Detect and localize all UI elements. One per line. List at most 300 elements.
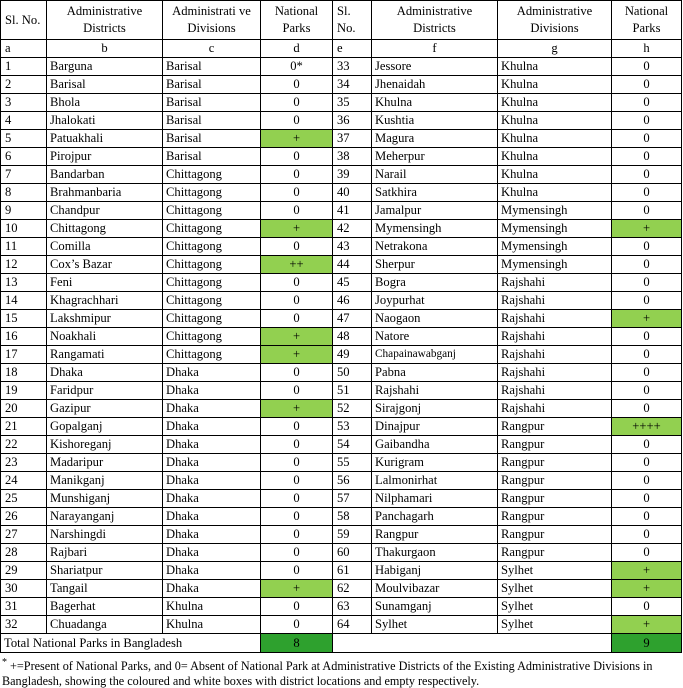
table-row [1,238,682,256]
column-letter-h: h [612,40,682,58]
division-name: Chittagong [163,346,261,364]
total-row [1,634,682,653]
national-parks-value: 0 [261,544,333,562]
district-name: Tangail [47,580,163,598]
division-name: Dhaka [163,562,261,580]
table-row [1,310,682,328]
sl-no: 28 [1,544,47,562]
table-row [1,166,682,184]
division-name: Khulna [163,598,261,616]
header-national-parks-right: National Parks [612,1,682,40]
header-administrative-districts-right: Administrative Districts [372,1,498,40]
national-parks-value: + [261,346,333,364]
district-name-right: Bogra [372,274,498,292]
column-letter-row [1,40,682,58]
header-row [1,1,682,40]
division-name-right: Khulna [498,112,612,130]
header-national-parks: National Parks [261,1,333,40]
district-name: Chuadanga [47,616,163,634]
sl-no: 2 [1,76,47,94]
division-name-right: Sylhet [498,580,612,598]
table-row [1,454,682,472]
division-name: Khulna [163,616,261,634]
table-row [1,400,682,418]
national-parks-value-right: 0 [612,94,682,112]
sl-no: 6 [1,148,47,166]
table-row [1,274,682,292]
division-name-right: Rajshahi [498,292,612,310]
division-name: Chittagong [163,238,261,256]
division-name: Chittagong [163,202,261,220]
national-parks-value-right: 0 [612,508,682,526]
sl-no: 5 [1,130,47,148]
national-parks-value-right: + [612,616,682,634]
division-name-right: Rajshahi [498,328,612,346]
division-name: Chittagong [163,328,261,346]
sl-no: 13 [1,274,47,292]
sl-no: 15 [1,310,47,328]
district-name-right: Chapainawabganj [372,346,498,364]
sl-no: 19 [1,382,47,400]
division-name: Dhaka [163,490,261,508]
division-name-right: Khulna [498,76,612,94]
footnote-text: +=Present of National Parks, and 0= Absent of National Park at Administrative Districts of the Existing Administrative Divisions in Bangladesh, showing the coloured and white boxes with district locations and empty respectively. [2,659,653,688]
national-parks-value: 0 [261,310,333,328]
division-name: Dhaka [163,544,261,562]
national-parks-value: 0 [261,292,333,310]
division-name-right: Mymensingh [498,202,612,220]
division-name-right: Khulna [498,94,612,112]
district-name-right: Habiganj [372,562,498,580]
table-row [1,562,682,580]
division-name: Dhaka [163,418,261,436]
sl-no: 21 [1,418,47,436]
sl-no: 10 [1,220,47,238]
district-name: Rajbari [47,544,163,562]
district-name-right: Netrakona [372,238,498,256]
division-name-right: Rangpur [498,418,612,436]
district-name: Manikganj [47,472,163,490]
district-name: Rangamati [47,346,163,364]
footnote [0,654,681,688]
total-right-value: 9 [612,634,682,653]
district-name: Faridpur [47,382,163,400]
national-parks-value-right: 0 [612,328,682,346]
table-row [1,292,682,310]
national-parks-value: 0 [261,562,333,580]
district-name: Pirojpur [47,148,163,166]
table-row [1,220,682,238]
national-parks-value-right: 0 [612,400,682,418]
division-name: Dhaka [163,382,261,400]
district-name: Comilla [47,238,163,256]
sl-no: 24 [1,472,47,490]
table-row [1,94,682,112]
table-row [1,76,682,94]
division-name-right: Rajshahi [498,364,612,382]
district-name-right: Sherpur [372,256,498,274]
district-name: Cox’s Bazar [47,256,163,274]
district-name: Noakhali [47,328,163,346]
table-row [1,472,682,490]
sl-no-right: 53 [333,418,372,436]
district-name: Barguna [47,58,163,76]
sl-no-right: 49 [333,346,372,364]
district-name-right: Pabna [372,364,498,382]
district-name: Narayanganj [47,508,163,526]
division-name: Barisal [163,130,261,148]
sl-no: 7 [1,166,47,184]
district-name-right: Meherpur [372,148,498,166]
division-name-right: Sylhet [498,562,612,580]
sl-no-right: 34 [333,76,372,94]
national-parks-value-right: ++++ [612,418,682,436]
national-parks-value: 0 [261,94,333,112]
sl-no-right: 33 [333,58,372,76]
national-parks-value-right: 0 [612,148,682,166]
division-name: Dhaka [163,436,261,454]
header-administrative-divisions-right: Administrative Divisions [498,1,612,40]
table-row [1,346,682,364]
column-letter-e: e [333,40,372,58]
district-name-right: Sylhet [372,616,498,634]
division-name: Barisal [163,148,261,166]
national-parks-value: 0 [261,112,333,130]
national-parks-value: 0 [261,472,333,490]
district-name: Dhaka [47,364,163,382]
national-parks-value-right: 0 [612,166,682,184]
national-parks-value: 0 [261,418,333,436]
national-parks-value-right: + [612,220,682,238]
district-name: Feni [47,274,163,292]
table-row [1,184,682,202]
sl-no-right: 41 [333,202,372,220]
division-name-right: Khulna [498,184,612,202]
national-parks-value: 0 [261,598,333,616]
division-name: Chittagong [163,166,261,184]
division-name-right: Mymensingh [498,220,612,238]
sl-no: 30 [1,580,47,598]
district-name-right: Jhenaidah [372,76,498,94]
table-row [1,544,682,562]
sl-no: 4 [1,112,47,130]
division-name-right: Rangpur [498,526,612,544]
division-name: Dhaka [163,364,261,382]
table-row [1,202,682,220]
table-row [1,328,682,346]
sl-no-right: 58 [333,508,372,526]
sl-no: 25 [1,490,47,508]
table-row [1,436,682,454]
district-name: Bandarban [47,166,163,184]
header-administrative-divisions: Administrati ve Divisions [163,1,261,40]
table-row [1,580,682,598]
district-name: Lakshmipur [47,310,163,328]
column-letter-g: g [498,40,612,58]
district-name: Chandpur [47,202,163,220]
district-name-right: Magura [372,130,498,148]
sl-no: 14 [1,292,47,310]
table-row [1,382,682,400]
column-letter-a: a [1,40,47,58]
sl-no-right: 44 [333,256,372,274]
division-name-right: Mymensingh [498,238,612,256]
table-row [1,526,682,544]
division-name-right: Rajshahi [498,346,612,364]
national-parks-value-right: + [612,310,682,328]
division-name-right: Rangpur [498,472,612,490]
national-parks-value: 0 [261,184,333,202]
sl-no: 12 [1,256,47,274]
national-parks-value-right: + [612,562,682,580]
district-name: Narshingdi [47,526,163,544]
table-row [1,256,682,274]
division-name-right: Sylhet [498,598,612,616]
national-parks-value: 0 [261,148,333,166]
national-parks-value-right: 0 [612,364,682,382]
sl-no-right: 51 [333,382,372,400]
national-parks-value-right: 0 [612,202,682,220]
total-left-value: 8 [261,634,333,653]
national-parks-value: + [261,328,333,346]
sl-no-right: 45 [333,274,372,292]
sl-no-right: 36 [333,112,372,130]
district-name-right: Gaibandha [372,436,498,454]
sl-no: 16 [1,328,47,346]
sl-no-right: 59 [333,526,372,544]
division-name: Dhaka [163,400,261,418]
division-name-right: Khulna [498,148,612,166]
sl-no-right: 43 [333,238,372,256]
district-name-right: Thakurgaon [372,544,498,562]
division-name-right: Sylhet [498,616,612,634]
district-name: Chittagong [47,220,163,238]
division-name-right: Rangpur [498,436,612,454]
national-parks-value-right: 0 [612,76,682,94]
national-parks-value: 0 [261,490,333,508]
district-name-right: Lalmonirhat [372,472,498,490]
national-parks-value-right: 0 [612,382,682,400]
division-name: Chittagong [163,256,261,274]
sl-no-right: 48 [333,328,372,346]
sl-no-right: 54 [333,436,372,454]
sl-no: 1 [1,58,47,76]
sl-no: 17 [1,346,47,364]
district-name: Jhalokati [47,112,163,130]
division-name: Dhaka [163,526,261,544]
district-name-right: Sunamganj [372,598,498,616]
division-name-right: Mymensingh [498,256,612,274]
district-name-right: Nilphamari [372,490,498,508]
district-name-right: Kurigram [372,454,498,472]
sl-no-right: 60 [333,544,372,562]
district-name-right: Panchagarh [372,508,498,526]
district-name: Bhola [47,94,163,112]
national-parks-value-right: 0 [612,256,682,274]
sl-no: 3 [1,94,47,112]
table-row [1,418,682,436]
national-parks-value: 0 [261,526,333,544]
sl-no-right: 55 [333,454,372,472]
district-name: Shariatpur [47,562,163,580]
sl-no-right: 47 [333,310,372,328]
sl-no-right: 37 [333,130,372,148]
division-name-right: Khulna [498,58,612,76]
national-parks-value-right: 0 [612,598,682,616]
district-name-right: Kushtia [372,112,498,130]
district-name: Munshiganj [47,490,163,508]
table-row [1,148,682,166]
division-name-right: Rangpur [498,508,612,526]
district-name-right: Joypurhat [372,292,498,310]
header-sl-no: Sl. No. [1,1,47,40]
sl-no-right: 57 [333,490,372,508]
district-name-right: Sirajgonj [372,400,498,418]
district-name-right: Jessore [372,58,498,76]
sl-no-right: 62 [333,580,372,598]
national-parks-value-right: 0 [612,472,682,490]
division-name: Dhaka [163,580,261,598]
national-parks-value-right: 0 [612,238,682,256]
sl-no-right: 42 [333,220,372,238]
table-row [1,58,682,76]
division-name-right: Rajshahi [498,274,612,292]
national-parks-value: 0 [261,508,333,526]
district-name-right: Naogaon [372,310,498,328]
district-name-right: Moulvibazar [372,580,498,598]
division-name: Barisal [163,76,261,94]
division-name: Chittagong [163,274,261,292]
national-parks-value: 0 [261,616,333,634]
sl-no-right: 52 [333,400,372,418]
national-parks-value-right: 0 [612,454,682,472]
district-name: Gazipur [47,400,163,418]
sl-no: 27 [1,526,47,544]
sl-no: 23 [1,454,47,472]
district-name-right: Rajshahi [372,382,498,400]
national-parks-value-right: 0 [612,58,682,76]
division-name: Dhaka [163,508,261,526]
sl-no-right: 39 [333,166,372,184]
division-name-right: Rangpur [498,490,612,508]
table-row [1,490,682,508]
district-name-right: Satkhira [372,184,498,202]
total-blank-cell [333,634,612,653]
national-parks-value-right: + [612,580,682,598]
district-name-right: Khulna [372,94,498,112]
sl-no: 26 [1,508,47,526]
national-parks-value: 0 [261,238,333,256]
footnote-marker: * [2,657,7,668]
sl-no: 32 [1,616,47,634]
sl-no: 20 [1,400,47,418]
district-name: Patuakhali [47,130,163,148]
national-parks-value: 0 [261,436,333,454]
division-name: Dhaka [163,454,261,472]
national-parks-value: + [261,130,333,148]
sl-no: 18 [1,364,47,382]
district-name-right: Narail [372,166,498,184]
sl-no-right: 46 [333,292,372,310]
national-parks-value: 0 [261,382,333,400]
division-name-right: Rajshahi [498,310,612,328]
national-parks-value: + [261,400,333,418]
header-administrative-districts: Administrative Districts [47,1,163,40]
national-parks-value-right: 0 [612,274,682,292]
national-parks-value: ++ [261,256,333,274]
table-row [1,130,682,148]
district-name: Kishoreganj [47,436,163,454]
district-name: Brahmanbaria [47,184,163,202]
division-name-right: Khulna [498,130,612,148]
division-name-right: Rangpur [498,544,612,562]
column-letter-d: d [261,40,333,58]
national-parks-value: 0 [261,364,333,382]
division-name: Chittagong [163,310,261,328]
national-parks-value-right: 0 [612,112,682,130]
division-name: Barisal [163,58,261,76]
table-row [1,508,682,526]
national-parks-value: 0 [261,76,333,94]
sl-no-right: 61 [333,562,372,580]
national-parks-value: + [261,580,333,598]
division-name-right: Rajshahi [498,382,612,400]
sl-no: 11 [1,238,47,256]
table-row [1,616,682,634]
division-name-right: Rajshahi [498,400,612,418]
district-name: Madaripur [47,454,163,472]
district-name-right: Natore [372,328,498,346]
division-name-right: Khulna [498,166,612,184]
national-parks-value-right: 0 [612,130,682,148]
division-name: Chittagong [163,292,261,310]
division-name: Dhaka [163,472,261,490]
sl-no-right: 56 [333,472,372,490]
district-name-right: Jamalpur [372,202,498,220]
national-parks-value-right: 0 [612,184,682,202]
division-name: Chittagong [163,184,261,202]
national-parks-value: 0 [261,166,333,184]
national-parks-value-right: 0 [612,490,682,508]
district-name: Gopalganj [47,418,163,436]
district-name: Barisal [47,76,163,94]
sl-no-right: 40 [333,184,372,202]
column-letter-b: b [47,40,163,58]
sl-no: 9 [1,202,47,220]
district-name: Bagerhat [47,598,163,616]
national-parks-value-right: 0 [612,346,682,364]
district-name-right: Dinajpur [372,418,498,436]
sl-no-right: 38 [333,148,372,166]
district-name: Khagrachhari [47,292,163,310]
sl-no-right: 35 [333,94,372,112]
table-row [1,364,682,382]
column-letter-f: f [372,40,498,58]
sl-no: 29 [1,562,47,580]
national-parks-value-right: 0 [612,436,682,454]
table-row [1,598,682,616]
district-name-right: Rangpur [372,526,498,544]
national-parks-value-right: 0 [612,292,682,310]
sl-no-right: 63 [333,598,372,616]
district-name-right: Mymensingh [372,220,498,238]
sl-no: 22 [1,436,47,454]
sl-no-right: 64 [333,616,372,634]
national-parks-value: 0 [261,202,333,220]
table-row [1,112,682,130]
total-label: Total National Parks in Bangladesh [1,634,261,653]
national-parks-value-right: 0 [612,544,682,562]
